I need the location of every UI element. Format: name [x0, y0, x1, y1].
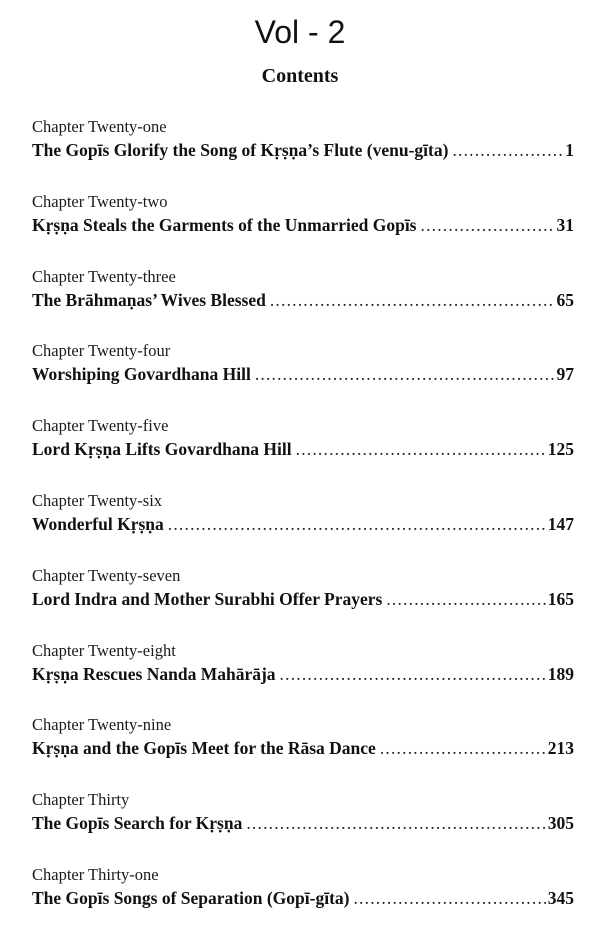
page-number: 125 [547, 439, 574, 460]
page-number: 97 [556, 364, 574, 385]
toc-title-line [32, 736, 574, 761]
page-number: 213 [547, 738, 574, 759]
chapter-label: Chapter Twenty-three [32, 266, 176, 286]
chapter-title: Worshiping Govardhana Hill [32, 364, 251, 385]
toc-entry [32, 565, 574, 640]
chapter-title: Kṛṣṇa Steals the Garments of the Unmarried Gopīs [32, 214, 417, 235]
dot-leader [270, 288, 555, 313]
toc-title-line [32, 662, 574, 687]
toc-title-line [32, 138, 574, 163]
chapter-title: The Gopīs Glorify the Song of Kṛṣṇa’s Flute (venu-gīta) [32, 140, 449, 160]
chapter-label: Chapter Thirty-one [32, 864, 159, 884]
chapter-label: Chapter Twenty-six [32, 490, 163, 510]
dot-leader [380, 736, 546, 761]
chapter-label: Chapter Twenty-seven [32, 565, 181, 585]
chapter-label: Chapter Twenty-eight [32, 640, 176, 660]
toc-title-line [32, 886, 574, 911]
toc-title-line [32, 288, 574, 313]
chapter-title: The Gopīs Search for Kṛṣṇa [32, 813, 243, 834]
dot-leader [168, 512, 546, 537]
dot-leader [280, 662, 546, 687]
table-of-contents [32, 116, 574, 939]
toc-title-line [32, 811, 574, 836]
page-number: 31 [556, 214, 574, 235]
toc-entry [32, 714, 574, 789]
page-number: 189 [547, 663, 574, 684]
toc-title-line [32, 213, 574, 238]
dot-leader [246, 811, 545, 836]
dot-leader [296, 437, 546, 462]
toc-entry [32, 864, 574, 939]
dot-leader [421, 213, 555, 238]
toc-entry [32, 191, 574, 266]
dot-leader [255, 362, 555, 387]
toc-entry [32, 415, 574, 490]
dot-leader [452, 138, 563, 163]
chapter-label: Chapter Twenty-two [32, 191, 168, 211]
chapter-title: Kṛṣṇa Rescues Nanda Mahārāja [32, 663, 276, 684]
page-number: 1 [565, 140, 574, 160]
toc-entry [32, 490, 574, 565]
toc-title-line [32, 362, 574, 387]
toc-entry [32, 266, 574, 341]
chapter-title: Kṛṣṇa and the Gopīs Meet for the Rāsa Dance [32, 738, 376, 759]
page-number: 345 [547, 887, 574, 908]
contents-heading: Contents [261, 65, 339, 87]
chapter-label: Chapter Thirty [32, 790, 130, 810]
toc-entry [32, 789, 574, 864]
dot-leader [386, 587, 545, 612]
page-number: 165 [547, 588, 574, 609]
toc-title-line [32, 512, 574, 537]
chapter-title: Wonderful Kṛṣṇa [32, 513, 164, 534]
dot-leader [353, 886, 545, 911]
toc-entry [32, 640, 574, 715]
chapter-label: Chapter Twenty-four [32, 341, 171, 361]
toc-title-line [32, 437, 574, 462]
volume-title: Vol - 2 [254, 14, 346, 50]
chapter-label: Chapter Twenty-nine [32, 715, 172, 735]
toc-title-line [32, 587, 574, 612]
page-number: 147 [547, 513, 574, 534]
page-number: 65 [556, 289, 574, 310]
chapter-label: Chapter Twenty-five [32, 416, 169, 436]
chapter-title: The Gopīs Songs of Separation (Gopī-gīta) [32, 887, 350, 908]
page-number: 305 [547, 813, 574, 834]
chapter-title: Lord Kṛṣṇa Lifts Govardhana Hill [32, 439, 292, 460]
toc-entry [32, 340, 574, 415]
chapter-title: The Brāhmaṇas’ Wives Blessed [32, 289, 266, 310]
toc-entry [32, 116, 574, 191]
chapter-title: Lord Indra and Mother Surabhi Offer Prayers [32, 588, 383, 609]
chapter-label: Chapter Twenty-one [32, 117, 167, 136]
